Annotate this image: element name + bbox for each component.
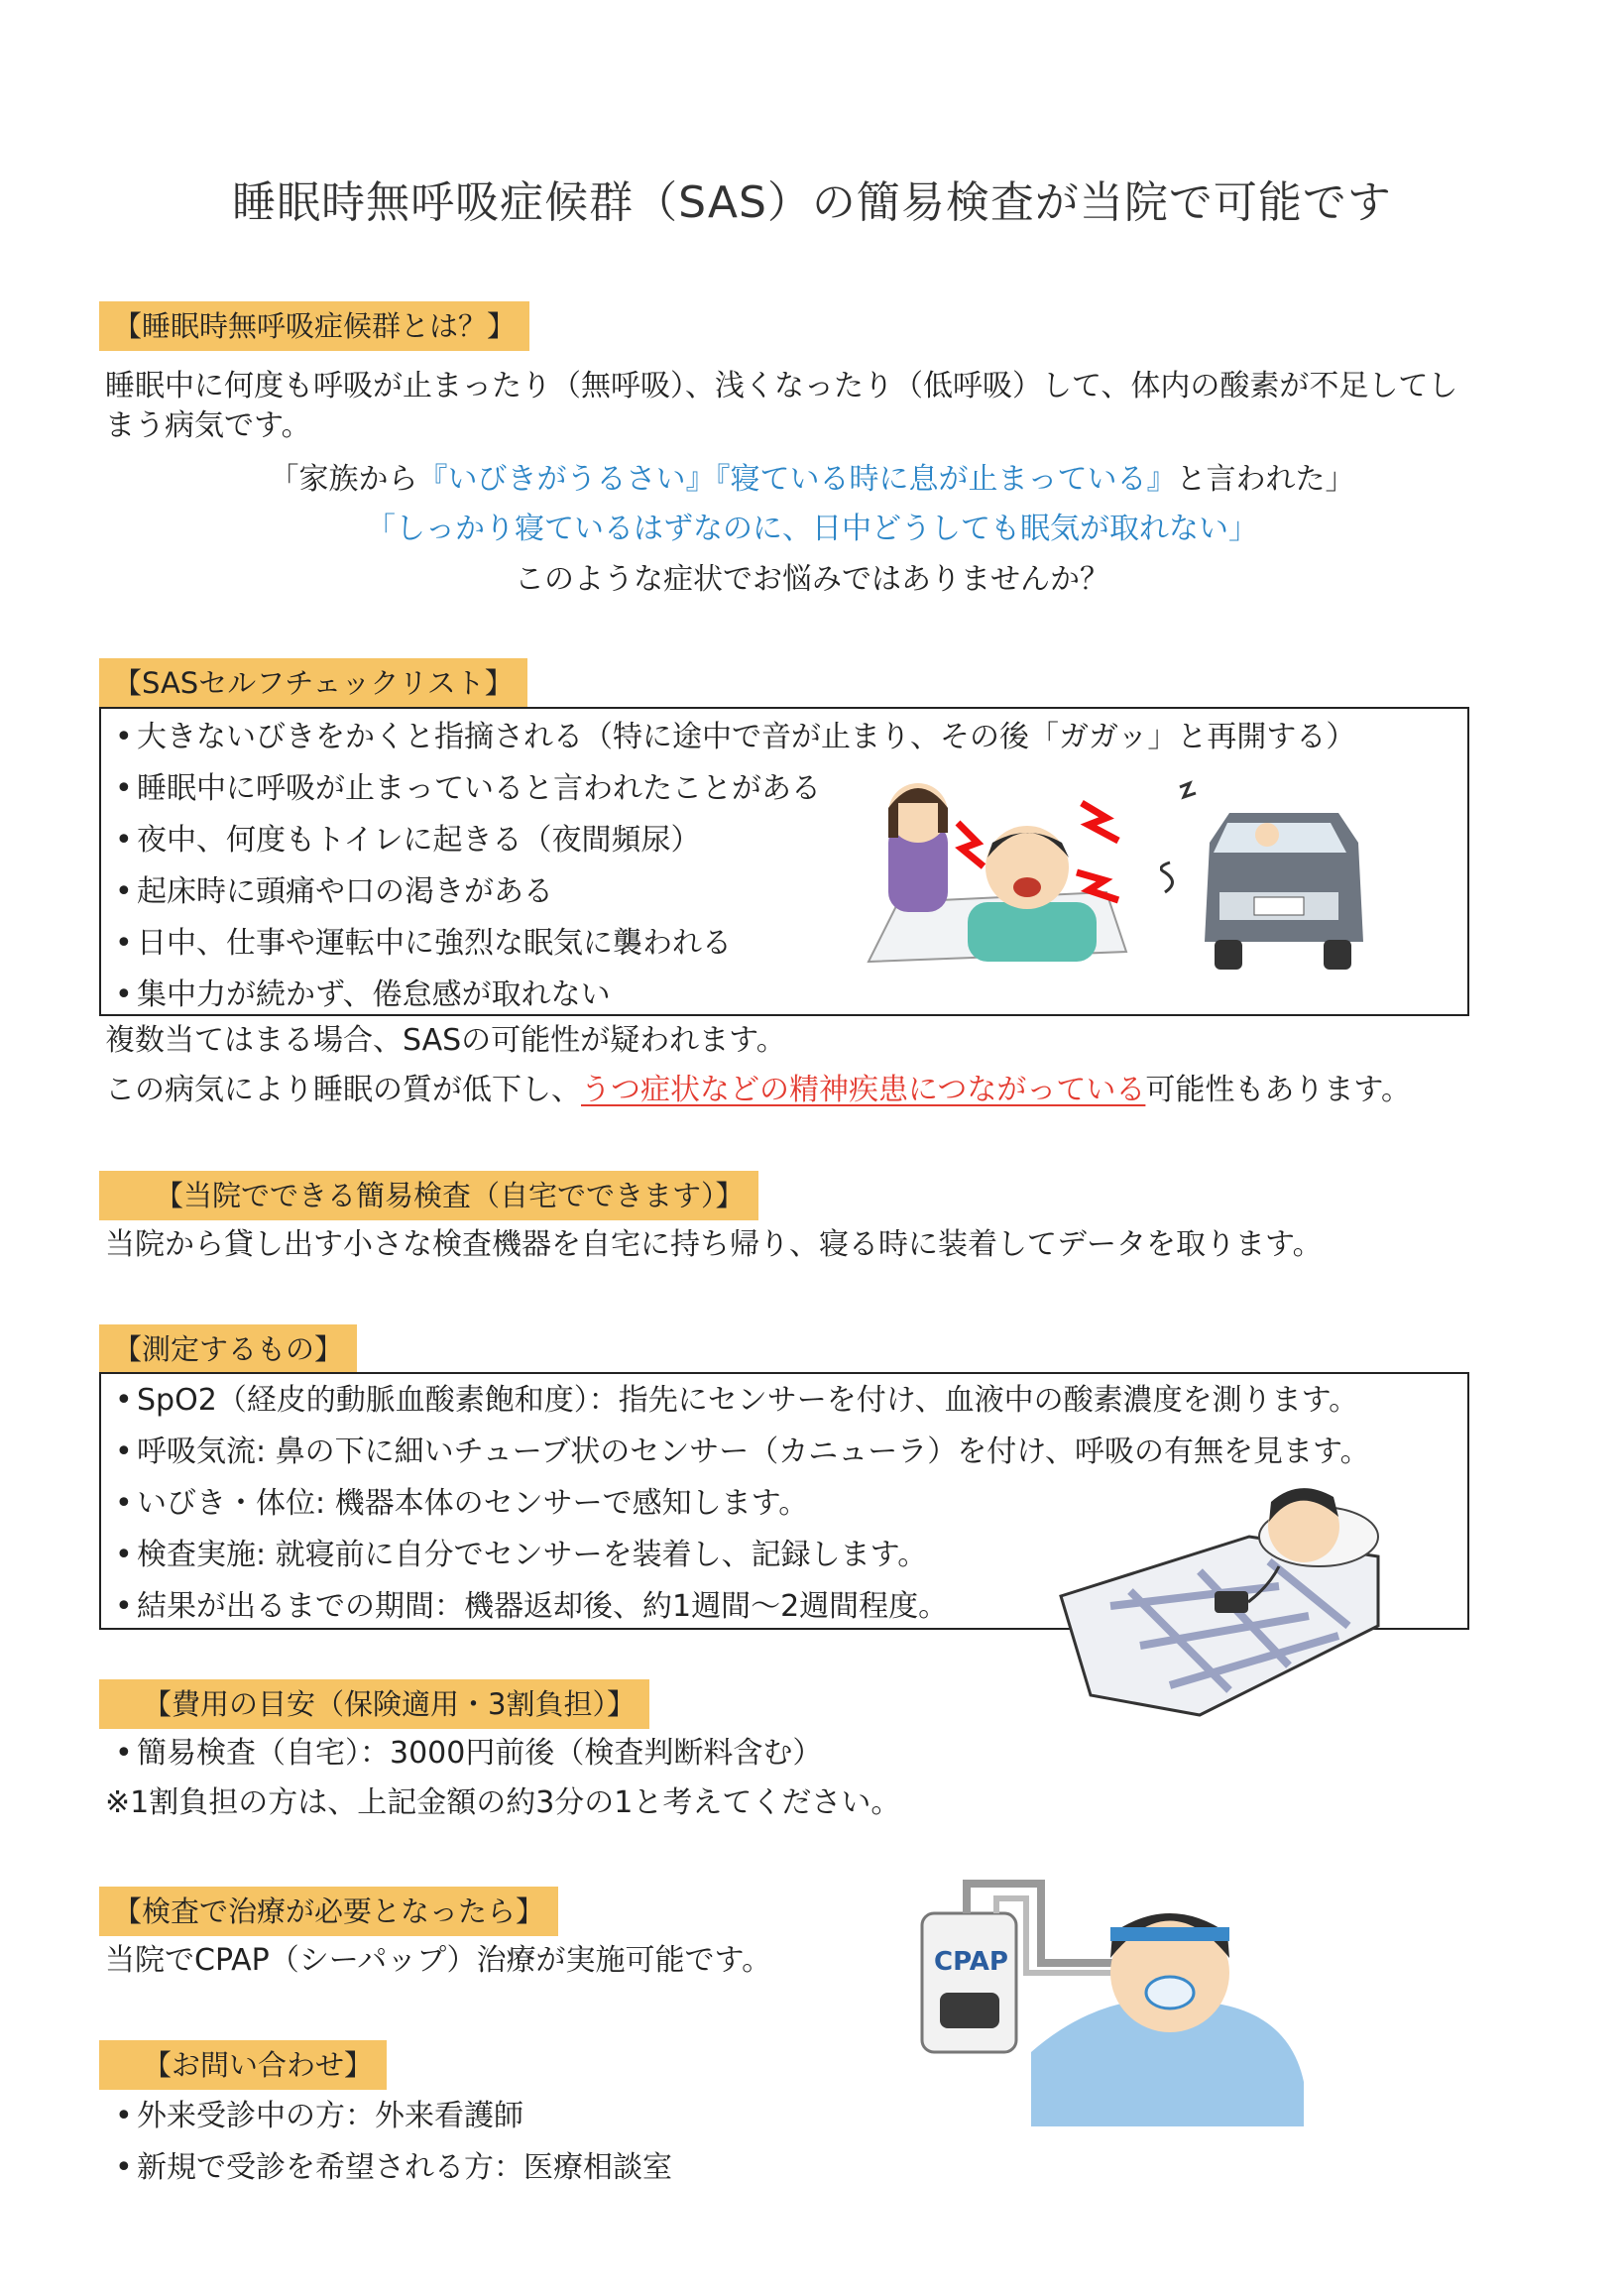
checklist-item: • 集中力が続かず、倦怠感が取れない: [115, 977, 611, 1012]
contact-heading: 【お問い合わせ】: [99, 2040, 387, 2090]
measure-item: • いびき・体位: 機器本体のセンサーで感知します。: [115, 1486, 809, 1521]
checklist-heading: 【SASセルフチェックリスト】: [99, 658, 527, 708]
checklist-item: • 大きないびきをかくと指摘される（特に途中で音が止まり、その後「ガガッ」と再開する）: [115, 720, 1356, 754]
checklist-item: • 日中、仕事や運転中に強烈な眠気に襲われる: [115, 926, 732, 961]
checklist-item: • 起床時に頭痛や口の渇きがある: [115, 874, 553, 909]
contact-item: • 新規で受診を希望される方：医療相談室: [115, 2150, 672, 2185]
cost-note: ※1割負担の方は、上記金額の約3分の1と考えてください。: [105, 1785, 901, 1820]
snoring-family-illustration: [859, 763, 1136, 981]
measure-heading: 【測定するもの】: [99, 1324, 357, 1374]
measure-item: • 結果が出るまでの期間：機器返却後、約1週間～2週間程度。: [115, 1589, 949, 1624]
test-description: 当院から貸し出す小さな検査機器を自宅に持ち帰り、寝る時に装着してデータを取ります。: [105, 1227, 1323, 1262]
measure-item: • 呼吸気流: 鼻の下に細いチューブ状のセンサー（カニューラ）を付け、呼吸の有無を見ます。: [115, 1434, 1370, 1469]
treatment-heading: 【検査で治療が必要となったら】: [99, 1887, 558, 1936]
cpap-illustration: [912, 1864, 1319, 2131]
measure-item: • SpO2（経皮的動脈血酸素飽和度）：指先にセンサーを付け、血液中の酸素濃度を測ります。: [115, 1383, 1359, 1418]
cost-heading: 【費用の目安（保険適用・3割負担）】: [99, 1679, 649, 1729]
drowsy-driver-illustration: [1160, 773, 1388, 991]
test-heading: 【当院でできる簡易検査（自宅でできます）】: [99, 1171, 758, 1220]
checklist-item: • 睡眠中に呼吸が止まっていると言われたことがある: [115, 771, 821, 806]
treatment-description: 当院でCPAP（シーパップ）治療が実施可能です。: [105, 1943, 772, 1978]
contact-list: [115, 2091, 672, 2194]
quote-2: 「しっかり寝ているはずなのに、日中どうしても眠気が取れない」: [366, 512, 1258, 546]
sleeping-test-illustration: [1051, 1477, 1388, 1725]
question-text: このような症状でお悩みではありませんか？: [515, 562, 1109, 597]
contact-item: • 外来受診中の方：外来看護師: [115, 2099, 523, 2133]
checklist-note-2: この病気により睡眠の質が低下し、うつ症状などの精神疾患につながっている可能性もあります。: [105, 1073, 1412, 1107]
about-description: 睡眠中に何度も呼吸が止まったり（無呼吸）、浅くなったり（低呼吸）して、体内の酸素が不足してしまう病気です。: [105, 369, 1458, 443]
quote-1: 「家族から『いびきがうるさい』『寝ている時に息が止まっている』と言われた」: [269, 462, 1355, 497]
measure-item: • 検査実施: 就寝前に自分でセンサーを装着し、記録します。: [115, 1538, 928, 1572]
page-title: 睡眠時無呼吸症候群（SAS）の簡易検査が当院で可能です: [232, 177, 1392, 228]
cpap-label: CPAP: [934, 1947, 1008, 1977]
cost-item: • 簡易検査（自宅）：3000円前後（検査判断料含む）: [115, 1736, 823, 1771]
checklist-note-1: 複数当てはまる場合、SASの可能性が疑われます。: [105, 1023, 786, 1058]
checklist-item: • 夜中、何度もトイレに起きる（夜間頻尿）: [115, 823, 701, 858]
about-heading: 【睡眠時無呼吸症候群とは？】: [99, 301, 529, 351]
